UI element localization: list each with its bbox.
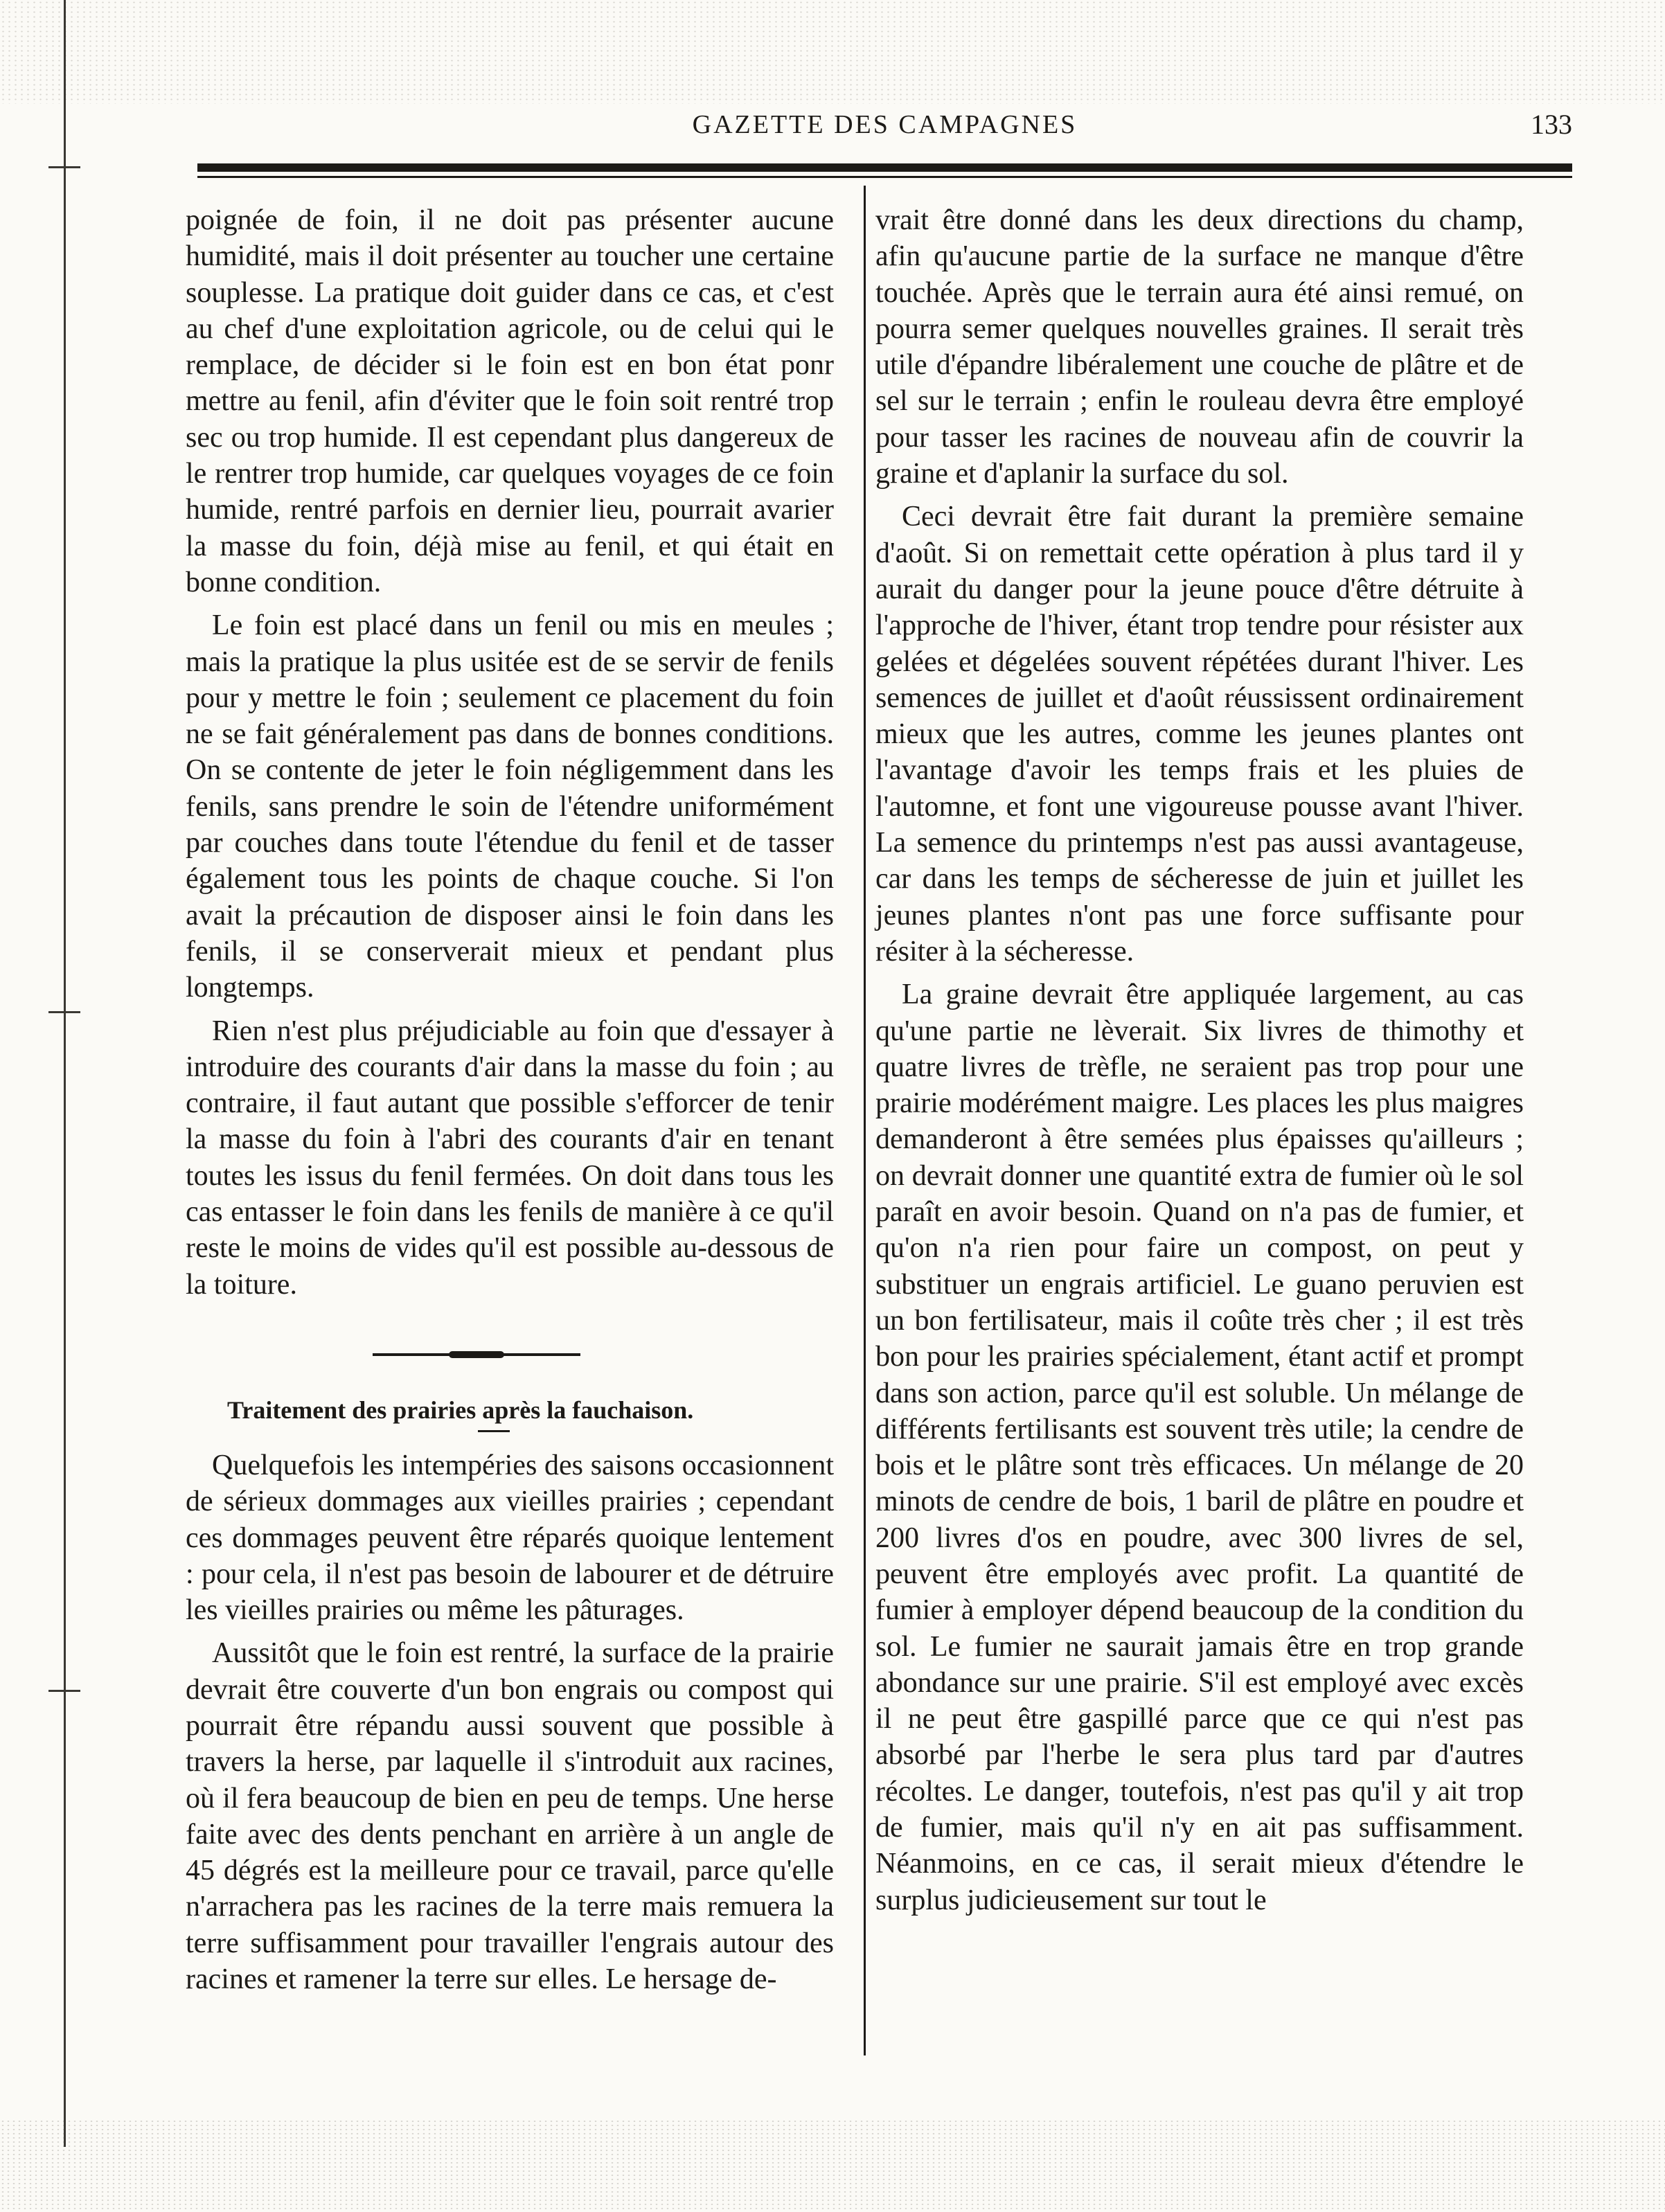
paragraph: Ceci devrait être fait durant la première semaine d'août. Si on remettait cette opération à plus tard il y aurait du danger pour la jeune pouce d'être détruite à l'approche de l'hiver, étant trop tendre pour résister aux gelées et dégelées souvent répétées durant l'hiver. Les semences de juillet et d'août réussissent ordinairement mieux que les autres, comme les jeunes plantes ont l'avantage d'avoir les temps frais et les pluies de l'automne, et font une vigoureuse pousse avant l'hiver. La semence du printemps n'est pas aussi avantageuse, car dans les temps de sécheresse de juin et juillet les jeunes plantes n'ont pas une force suffisante pour résiter à la sécheresse. bbox=[875, 501, 1524, 967]
paragraph: vrait être donné dans les deux directions du champ, afin qu'aucune partie de la surface ne manque d'être touchée. Après que le terrain aura été ainsi remué, on pourra semer quelques nouvelles graines. Il serait très utile d'épandre libéralement une couche de plâtre et de sel sur le terrain ; enfin le rouleau devra être employé pour tasser les racines de nouveau afin de couvrir la graine et d'aplanir la surface du sol. bbox=[875, 204, 1524, 490]
header-rule-thick bbox=[197, 163, 1572, 172]
paragraph: Rien n'est plus préjudiciable au foin que d'essayer à introduire des courants d'air dans la masse du foin ; au contraire, il faut autant que possible s'efforcer de tenir la masse du foin à l'abri des courants d'air en tenant toutes les issus du fenil fermées. On doit dans tous les cas entasser le foin dans les fenils de manière à ce qu'il reste le moins de vides qu'il est possible au-dessous de la toiture. bbox=[186, 1015, 834, 1301]
paragraph: Le foin est placé dans un fenil ou mis en meules ; mais la pratique la plus usitée est de se servir de fenils pour y mettre le foin ; seulement ce placement du foin ne se fait généralement pas dans de bonnes conditions. On se contente de jeter le foin négligemment dans les fenils, sans prendre le soin de l'étendre uniformément par couches dans toute l'étendue du fenil et de tasser également tous les points de chaque couche. Si l'on avait la précaution de disposer ainsi le foin dans les fenils, il se conserverait mieux et pendant plus longtemps. bbox=[186, 609, 834, 1004]
paragraph: Quelquefois les intempéries des saisons occasionnent de sérieux dommages aux vieilles prairies ; cependant ces dommages peuvent être réparés quoique lentement : pour cela, il n'est pas besoin de labourer et de détruire les vieilles prairies ou même les pâturages. bbox=[186, 1449, 834, 1627]
header-rule-thin bbox=[197, 176, 1572, 178]
paragraph: Aussitôt que le foin est rentré, la surface de la prairie devrait être couverte d'un bon engrais ou compost qui pourrait être répandu aussi souvent que possible à travers la herse, par laquelle il s'introduit aux racines, où il fera beaucoup de bien en peu de temps. Une herse faite avec des dents penchant en arrière à un angle de 45 dégrés est la meilleure pour ce travail, parce qu'elle n'arrachera pas les racines de la terre mais remuera la terre suffisamment pour travailler l'engrais autour des racines et ramener la terre sur elles. Le hersage de- bbox=[186, 1637, 834, 1996]
paragraph: La graine devrait être appliquée largement, au cas qu'une partie ne lèverait. Six livres de thimothy et quatre livres de trèfle, ne seraient pas trop pour une prairie modérément maigre. Les places les plus maigres demanderont à être semées plus épaisses qu'ailleurs ; on devrait donner une quantité extra de fumier où le sol paraît en avoir besoin. Quand on n'a pas de fumier, et qu'on n'a rien pour faire un compost, on peut y substituer un engrais artificiel. Le guano peruvien est un bon fertilisateur, mais il coûte très cher ; il est très bon pour les prairies spécialement, étant actif et prompt dans son action, parce qu'il est soluble. Un mélange de différents fertilisants est souvent très utile; la cendre de bois et le plâtre sont très efficaces. Un mélange de 20 minots de cendre de bois, 1 baril de plâtre en poudre et 200 livres d'os en poudre, avec 300 livres de sel, peuvent être employés avec profit. La quantité de fumier à employer dépend beaucoup de la condition du sol. Le fumier ne saurait jamais être en trop grande abondance sur une prairie. S'il est employé avec excès il ne peut être gaspillé parce que ce qui n'est pas absorbé par l'herbe le sera plus tard par d'autres récoltes. Le danger, toutefois, n'est pas qu'il y ait trop de fumier, mais qu'il n'y en ait pas suffisamment. Néanmoins, en ce cas, il serait mieux d'étendre le surplus judicieusement sur tout le bbox=[875, 979, 1524, 1916]
margin-tick bbox=[48, 1011, 80, 1013]
publication-title: GAZETTE DES CAMPAGNES bbox=[692, 110, 1078, 139]
scan-noise-top bbox=[0, 0, 1665, 104]
page-header bbox=[197, 105, 1572, 144]
left-column bbox=[186, 202, 834, 2004]
column-divider bbox=[864, 186, 866, 2055]
paragraph: poignée de foin, il ne doit pas présenter aucune humidité, mais il doit présenter au toucher une certaine souplesse. La pratique doit guider dans ce cas, et c'est au chef d'une exploitation agricole, ou de celui qui le remplace, de décider si le foin est en bon état ponr mettre au fenil, afin d'éviter que le foin soit rentré trop sec ou trop humide. Il est cependant plus dangereux de le rentrer trop humide, car quelques voyages de ce foin humide, rentré parfois en dernier lieu, pourrait avarier la masse du foin, déjà mise au fenil, et qui était en bonne condition. bbox=[186, 204, 834, 598]
margin-tick bbox=[48, 1690, 80, 1692]
binding-margin-line bbox=[64, 0, 66, 2147]
page-number: 133 bbox=[1531, 109, 1572, 140]
margin-tick bbox=[48, 166, 80, 168]
scan-noise-bottom bbox=[0, 2119, 1665, 2212]
right-column bbox=[875, 202, 1524, 1925]
section-ornament-rule bbox=[373, 1351, 580, 1358]
section-heading: Traitement des prairies après la fauchaison. bbox=[227, 1395, 694, 1424]
heading-dash bbox=[478, 1430, 510, 1432]
